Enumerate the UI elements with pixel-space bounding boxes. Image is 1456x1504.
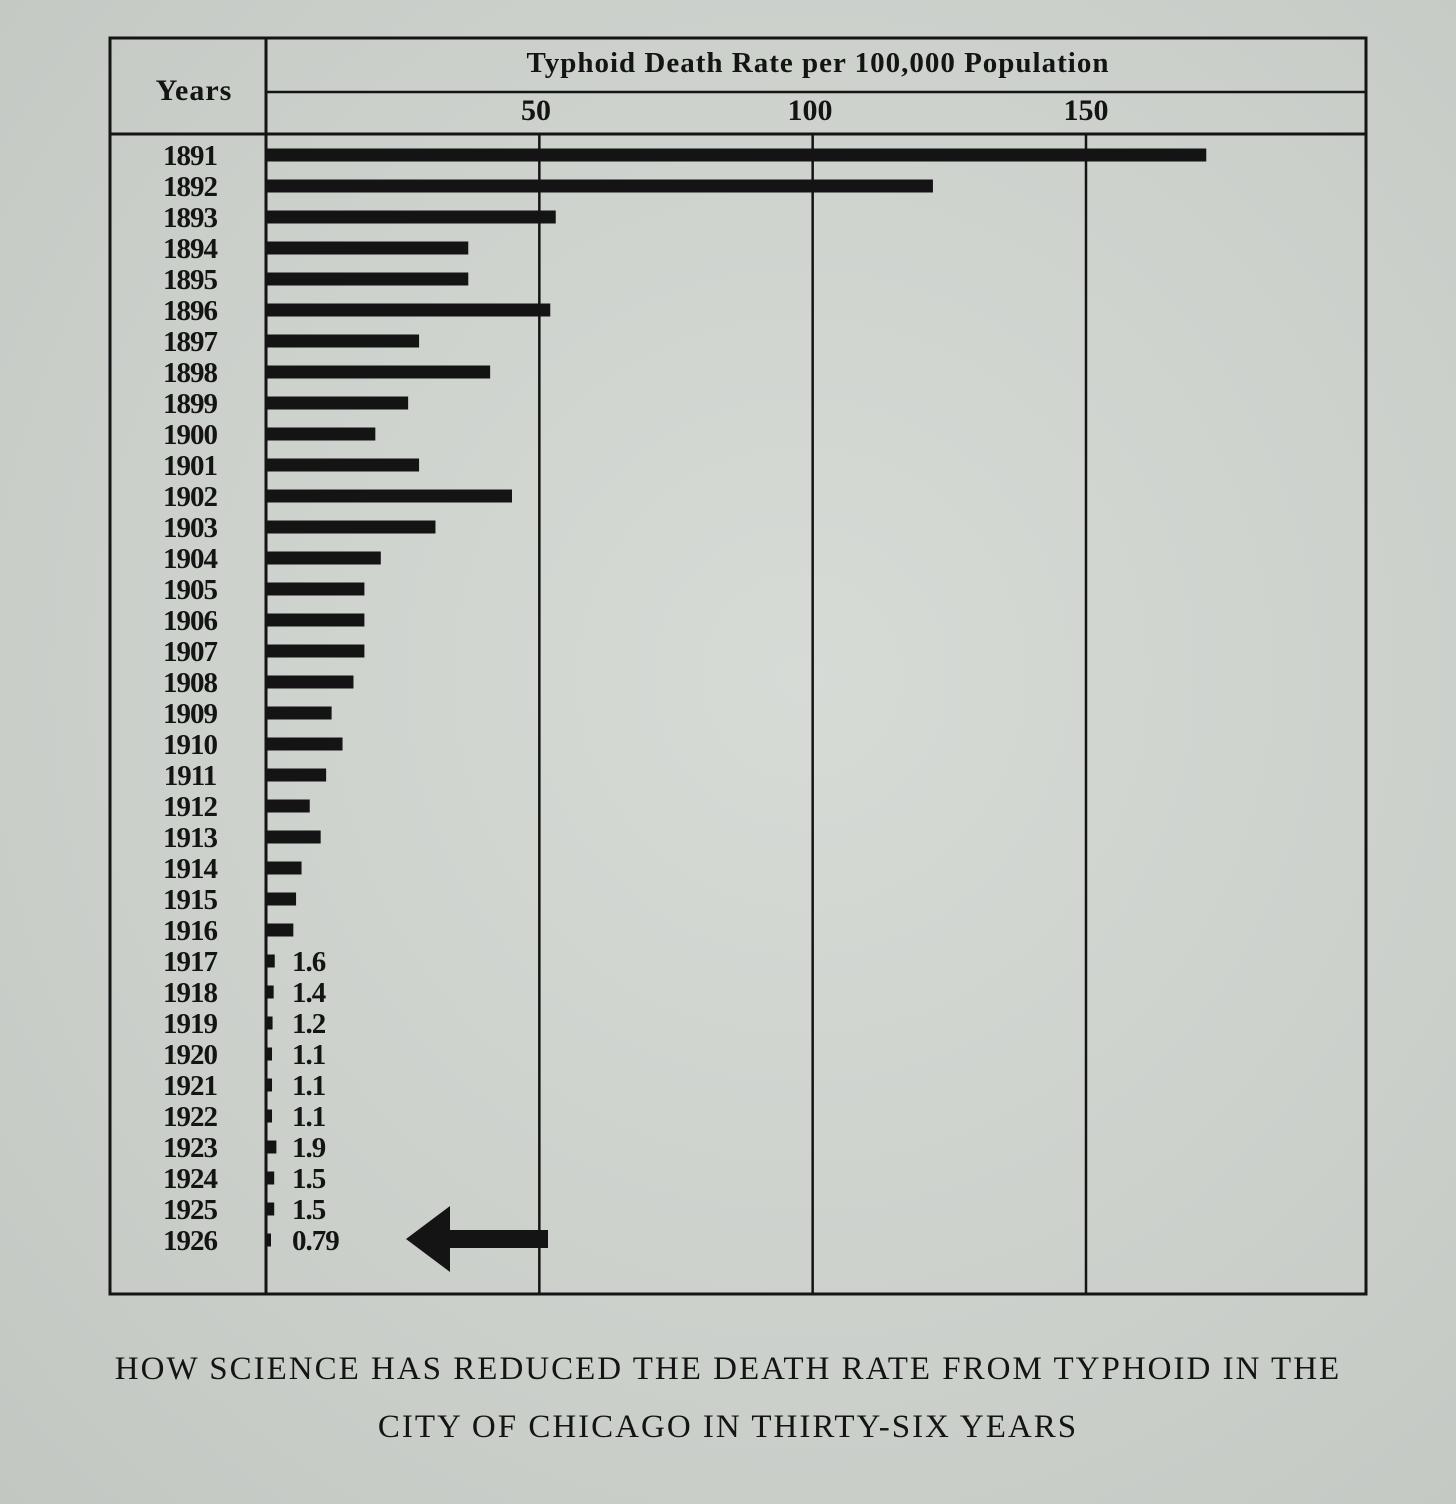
- value-labels: [292, 946, 339, 1257]
- year-label-1914: 1914: [163, 853, 217, 885]
- year-label-1893: 1893: [163, 202, 217, 234]
- year-label-1915: 1915: [163, 884, 217, 916]
- bar-1919: [266, 1017, 273, 1030]
- bar-1891: [266, 149, 1206, 162]
- bar-1911: [266, 769, 326, 782]
- year-label-1910: 1910: [163, 729, 217, 761]
- year-label-1919: 1919: [163, 1008, 217, 1040]
- bar-1912: [266, 800, 310, 813]
- year-label-1900: 1900: [163, 419, 217, 451]
- year-label-1895: 1895: [163, 264, 217, 296]
- figure-caption: [0, 1340, 1456, 1456]
- year-label-1903: 1903: [163, 512, 217, 544]
- bar-1922: [266, 1110, 272, 1123]
- year-label-1922: 1922: [163, 1101, 217, 1133]
- bar-1900: [266, 428, 375, 441]
- bar-1892: [266, 180, 933, 193]
- year-labels: [163, 140, 218, 1257]
- bar-1918: [266, 986, 274, 999]
- year-label-1907: 1907: [163, 636, 217, 668]
- bar-1923: [266, 1141, 276, 1154]
- bar-1916: [266, 924, 293, 937]
- year-label-1909: 1909: [163, 698, 217, 730]
- year-label-1901: 1901: [163, 450, 217, 482]
- year-label-1912: 1912: [163, 791, 217, 823]
- bar-1914: [266, 862, 302, 875]
- year-label-1898: 1898: [163, 357, 217, 389]
- year-label-1926: 1926: [163, 1225, 217, 1257]
- bar-1924: [266, 1172, 274, 1185]
- year-label-1918: 1918: [163, 977, 217, 1009]
- year-label-1921: 1921: [163, 1070, 217, 1102]
- bar-1893: [266, 211, 556, 224]
- tick-label-50: 50: [521, 94, 551, 127]
- bar-1895: [266, 273, 468, 286]
- year-label-1891: 1891: [163, 140, 217, 172]
- year-label-1897: 1897: [163, 326, 217, 358]
- year-label-1908: 1908: [163, 667, 217, 699]
- bar-1907: [266, 645, 364, 658]
- data-label-1924: 1.5: [292, 1163, 326, 1195]
- gridlines: [539, 134, 1086, 1294]
- year-label-1923: 1923: [163, 1132, 217, 1164]
- year-label-1896: 1896: [163, 295, 217, 327]
- bar-1899: [266, 397, 408, 410]
- year-label-1902: 1902: [163, 481, 217, 513]
- year-label-1924: 1924: [163, 1163, 217, 1195]
- year-label-1894: 1894: [163, 233, 217, 265]
- bar-1908: [266, 676, 353, 689]
- tick-label-100: 100: [787, 94, 833, 127]
- year-label-1892: 1892: [163, 171, 217, 203]
- year-label-1920: 1920: [163, 1039, 217, 1071]
- data-label-1919: 1.2: [292, 1008, 326, 1040]
- bar-1904: [266, 552, 381, 565]
- bar-1905: [266, 583, 364, 596]
- caption-line-1: HOW SCIENCE HAS REDUCED THE DEATH RATE FROM TYPHOID IN THE: [114, 1351, 1342, 1387]
- year-label-1911: 1911: [163, 760, 217, 792]
- bar-1913: [266, 831, 321, 844]
- bar-1894: [266, 242, 468, 255]
- year-label-1913: 1913: [163, 822, 217, 854]
- data-label-1920: 1.1: [292, 1039, 326, 1071]
- caption-line-2: CITY OF CHICAGO IN THIRTY-SIX YEARS: [377, 1409, 1079, 1445]
- bar-1926: [266, 1234, 271, 1247]
- bar-1920: [266, 1048, 272, 1061]
- bar-1917: [266, 955, 275, 968]
- bar-1901: [266, 459, 419, 472]
- data-label-1917: 1.6: [292, 946, 326, 978]
- year-label-1899: 1899: [163, 388, 217, 420]
- category-header: Years: [155, 74, 233, 107]
- year-label-1904: 1904: [163, 543, 217, 575]
- arrow-annotation: [406, 1206, 548, 1272]
- bar-1902: [266, 490, 512, 503]
- bar-1925: [266, 1203, 274, 1216]
- year-label-1905: 1905: [163, 574, 217, 606]
- bar-1910: [266, 738, 343, 751]
- data-label-1922: 1.1: [292, 1101, 326, 1133]
- bar-1896: [266, 304, 550, 317]
- data-label-1921: 1.1: [292, 1070, 326, 1102]
- chart-title: Typhoid Death Rate per 100,000 Population: [526, 47, 1110, 79]
- year-label-1917: 1917: [163, 946, 217, 978]
- year-label-1925: 1925: [163, 1194, 217, 1226]
- tick-label-150: 150: [1063, 94, 1109, 127]
- bar-1921: [266, 1079, 272, 1092]
- data-label-1918: 1.4: [292, 977, 326, 1009]
- data-label-1925: 1.5: [292, 1194, 326, 1226]
- arrow-head: [406, 1206, 450, 1272]
- bars: [266, 149, 1206, 1247]
- bar-1903: [266, 521, 435, 534]
- year-label-1916: 1916: [163, 915, 217, 947]
- year-label-1906: 1906: [163, 605, 217, 637]
- bar-1915: [266, 893, 296, 906]
- bar-1898: [266, 366, 490, 379]
- arrow-shaft: [438, 1230, 548, 1248]
- bar-1909: [266, 707, 332, 720]
- bar-1906: [266, 614, 364, 627]
- data-label-1923: 1.9: [292, 1132, 326, 1164]
- data-label-1926: 0.79: [292, 1225, 339, 1257]
- bar-1897: [266, 335, 419, 348]
